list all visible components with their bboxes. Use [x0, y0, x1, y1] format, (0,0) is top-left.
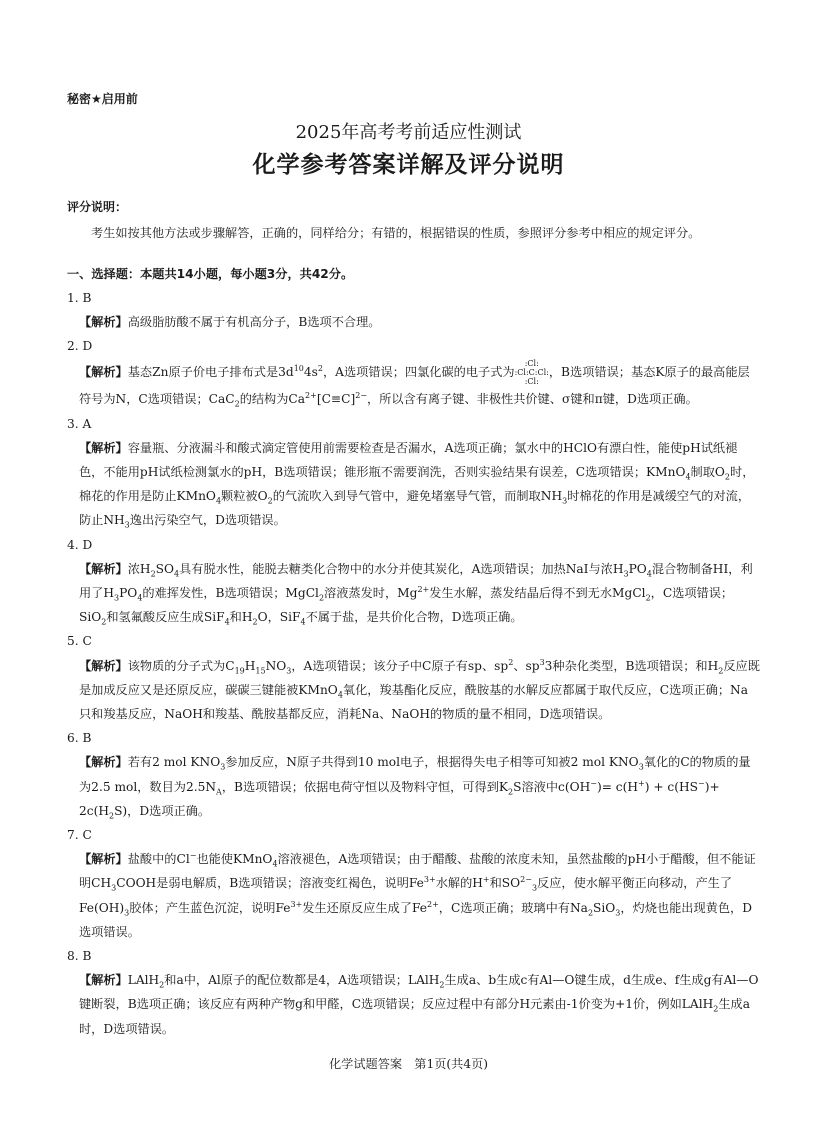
scoring-text: 考生如按其他方法或步骤解答，正确的，同样给分；有错的，根据错误的性质，参照评分参考中相应的规定评分。	[91, 226, 701, 240]
question-number: 4. D	[67, 537, 93, 552]
analysis-label: 【解析】	[79, 561, 128, 576]
analysis-label: 【解析】	[79, 973, 128, 988]
answer-explanation: 【解析】LAlH$_2$和a中，Al原子的配位数都是4，A选项错误；LAlH$_2$生成a、b生成c有Al—O键生成，d生成e、f生成g有Al—O键断裂，B选项正确；该反应有两种产物g和甲醛，C选项错误；反应过程中有部分H元素由-1价变为+1价，例如LAlH$_2$生成a时，D选项错误。	[79, 973, 759, 1036]
answer-explanation: 【解析】若有2 mol $KNO_3$参加反应，N原子共得到10 mol电子，根据得失电子相等可知被2 mol $KNO_3$氧化的C的物质的量为2.5 mol，数目为$2.5N_A$，B选项错误；依据电荷守恒以及物料守恒，可得到$K_2S$溶液中$c(OH^-)= c(H^+) + c(HS^-)+ 2c(H_2S)$，D选项正确。	[79, 755, 751, 821]
question-number: 5. C	[67, 634, 92, 649]
question-number: 7. C	[67, 828, 92, 843]
answer-explanation: 【解析】基态Zn原子价电子排布式是$3d^{10}4s^2$，A选项错误；四氯化碳的电子式为 :Cl: :Cl:C:Cl: :Cl: ，B选项错误；基态K原子的最高能层符号为N，C选项错误；CaC$_2$的结构为$Ca^{2+}[C\equiv C]^{2-}$，所以含有离子键、非极性共价键、σ键和π键，D选项正确。	[79, 358, 750, 409]
question-number: 8. B	[67, 949, 92, 964]
analysis-label: 【解析】	[79, 852, 128, 867]
analysis-label: 【解析】	[79, 658, 128, 673]
exam-title: 2025年高考考前适应性测试	[295, 122, 522, 143]
question-number: 1. B	[67, 291, 92, 305]
scoring-heading: 评分说明：	[67, 200, 128, 214]
question-number: 6. B	[67, 731, 92, 746]
answer-list	[67, 286, 760, 1041]
answer-explanation: 【解析】容量瓶、分液漏斗和酸式滴定管使用前需要检查是否漏水，A选项正确；氯水中的HClO有漂白性，能使pH试纸褪色，不能用pH试纸检测氯水的pH，B选项错误；锥形瓶不需要润洗，否则实验结果有误差，C选项错误；KMnO$_4$制取$O_2$时，棉花的作用是防止KMnO$_4$颗粒被$O_2$的气流吹入到导气管中，避免堵塞导气管，而制取$NH_3$时棉花的作用是减缓空气的对流，防止$NH_3$逸出污染空气，D选项错误。	[79, 440, 755, 530]
question-number: 2. D	[67, 339, 93, 354]
question-number: 3. A	[67, 416, 92, 431]
analysis-label: 【解析】	[79, 315, 128, 330]
ccl4-electron-formula: :Cl: :Cl:C:Cl: :Cl:	[514, 358, 549, 386]
page-footer: 化学试题答案 第1页(共4页)	[328, 1057, 489, 1071]
analysis-label: 【解析】	[79, 440, 128, 455]
document-title: 化学参考答案详解及评分说明	[252, 152, 565, 178]
analysis-label: 【解析】	[79, 755, 128, 770]
answer-explanation: 【解析】盐酸中的Cl−也能使KMnO$_4$溶液褪色，A选项错误；由于醋酸、盐酸的浓度未知，虽然盐酸的pH小于醋酸，但不能证明$CH_3COOH$是弱电解质，B选项错误；溶液变红褐色，说明$Fe^{3+}$水解的H+和$SO^{2-}_3$反应，使水解平衡正向移动，产生了$Fe(OH)_3$胶体；产生蓝色沉淀，说明$Fe^{3+}$发生还原反应生成了$Fe^{2+}$，C选项正确；玻璃中有$Na_2SiO_3$，灼烧也能出现黄色，D选项错误。	[79, 851, 756, 939]
answer-explanation: 【解析】该物质的分子式为$C_{19}H_{15}NO_3$，A选项错误；该分子中C原子有sp、$sp^2$、$sp^33$种杂化类型，B选项错误；和$H_2$反应既是加成反应又是还原反应，碳碳三键能被KMnO$_4$氧化，羧基酯化反应，酰胺基的水解反应都属于取代反应，C选项正确；Na只和羧基反应，NaOH和羧基、酰胺基都反应，消耗Na、NaOH的物质的量不相同，D选项错误。	[79, 657, 760, 722]
section-heading: 一、选择题：本题共14小题，每小题3分，共42分。	[67, 267, 354, 281]
answer-explanation: 【解析】浓$H_2SO_4$具有脱水性，能脱去糖类化合物中的水分并使其炭化，A选项错误；加热NaI与浓$H_3PO_4$混合物制备HI，利用了$H_3PO_4$的难挥发性，B选项错误；MgCl$_2$溶液蒸发时，$Mg^{2+}$发生水解，蒸发结晶后得不到无水MgCl$_2$，C选项错误；SiO$_2$和氢氟酸反应生成SiF$_4$和$H_2O$，SiF$_4$不属于盐，是共价化合物，D选项正确。	[79, 561, 753, 627]
analysis-label: 【解析】	[79, 364, 128, 379]
confidential-mark: 秘密★启用前	[67, 92, 138, 106]
answer-explanation: 【解析】高级脂肪酸不属于有机高分子，B选项不合理。	[79, 315, 381, 330]
